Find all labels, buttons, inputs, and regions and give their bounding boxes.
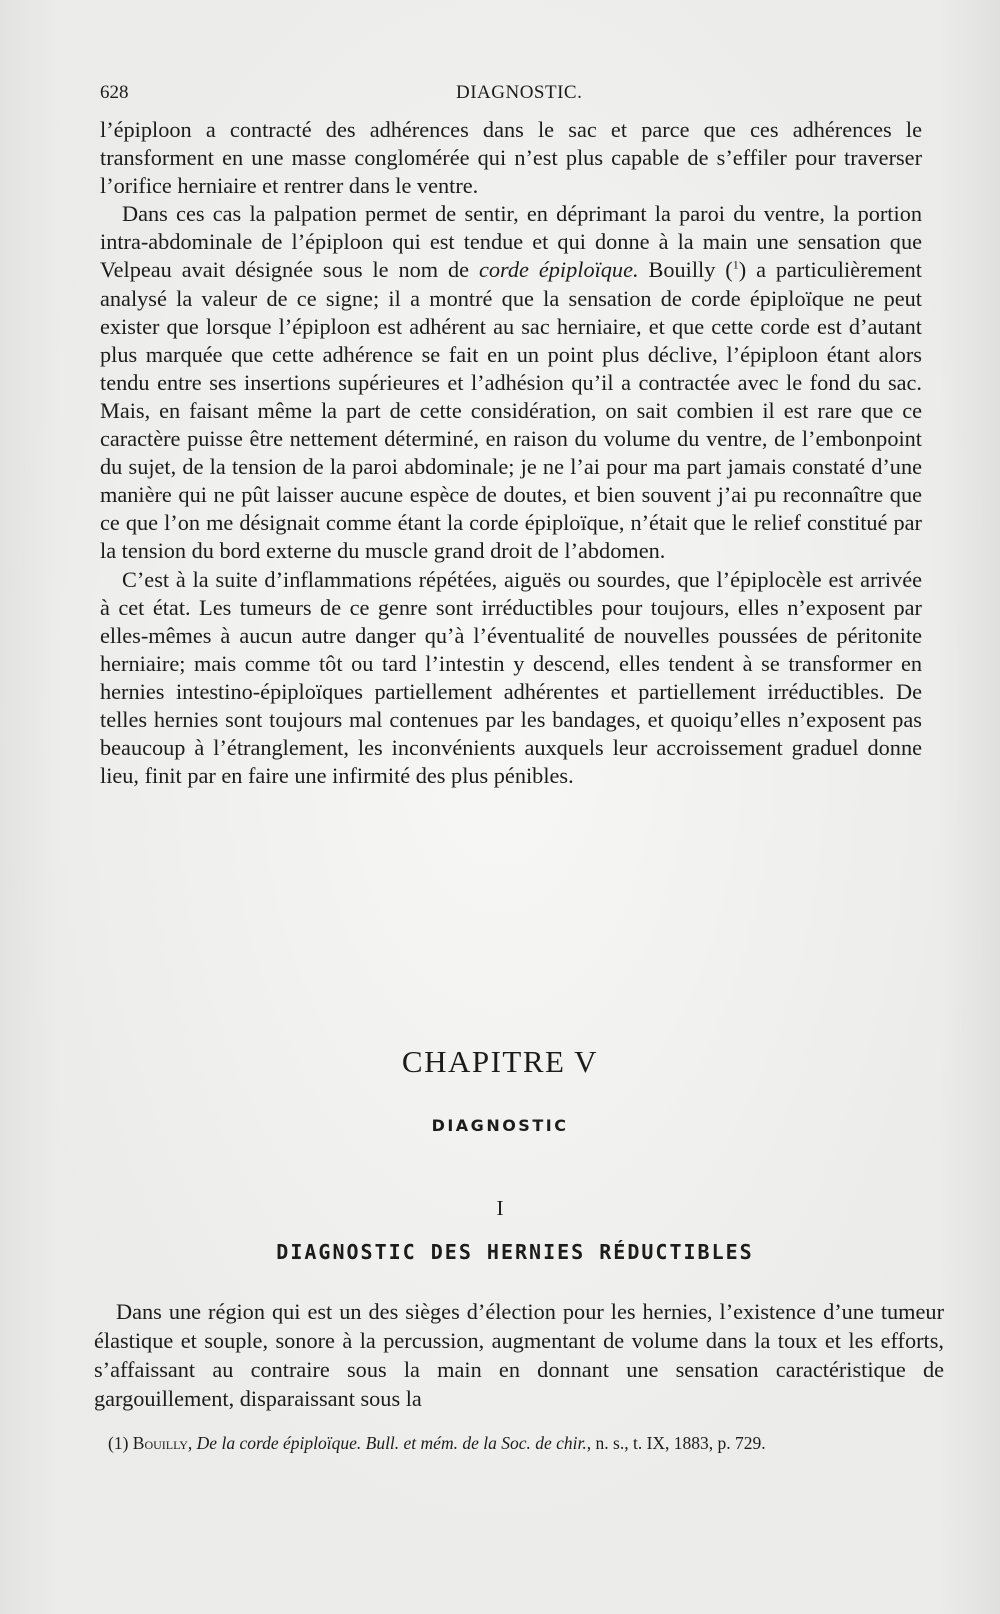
paragraph-2-part-c: ) a particulièrement analysé la valeur de ce signe; il a montré que la sensation de corde épiploïque ne peut exister que lorsque l’épiploon est adhérent au sac herniaire, et que cette corde est d’autant plus marquée que cette adhérence se fait en un point plus déclive, l’épiploon étant alors tendu entre ses insertions supérieures et l’adhésion qu’il a contractée avec le fond du sac. Mais, en faisant même la part de cette considération, on sait combien il est rare que ce caractère puisse être nettement déterminé, en raison du volume du ventre, de l’embonpoint du sujet, de la tension de la paroi abdominale; je ne l’ai pour ma part jamais constaté d’une manière qui ne pût laisser aucune espèce de doutes, et bien souvent j’ai pu reconnaître que ce que l’on me désignait comme étant la corde épiploïque, n’était que le relief constitué par la tension du bord externe du muscle grand droit de l’abdomen. [100,257,922,564]
body-text-section [94,1297,944,1413]
paragraph-2 [100,200,922,565]
section-number: I [496,1196,504,1220]
footnote-marker: (1) [108,1433,129,1453]
running-title: DIAGNOSTIC. [456,82,583,103]
paragraph-1: l’épiploon a contracté des adhérences dans le sac et parce que ces adhérences le transforment en une masse conglomérée qui n’est plus capable de s’effiler pour traverser l’orifice herniaire et rentrer dans le ventre. [100,117,922,199]
body-text [100,116,922,790]
chapter-title: CHAPITRE V [401,1044,599,1079]
paragraph-3: C’est à la suite d’inflammations répétées, aiguës ou sourdes, que l’épiplocèle est arrivée à cet état. Les tumeurs de ce genre sont irréductibles pour toujours, elles n’exposent par elles-mêmes à aucun autre danger qu’à l’éventualité de nouvelles poussées de péritonite herniaire; mais comme tôt ou tard l’intestin y descend, elles tendent à se transformer en hernies intestino-épiploïques partiellement adhérentes et partiellement irréductibles. De telles hernies sont toujours mal contenues par les bandages, et quoiqu’elles n’exposent pas beaucoup à l’étranglement, les inconvénients auxquels leur accroissement graduel donne lieu, finit par en faire une infirmité des plus pénibles. [100,566,922,789]
page-number: 628 [100,82,129,103]
footnote-reference: 1 [732,258,739,273]
section-title: DIAGNOSTIC DES HERNIES RÉDUCTIBLES [276,1240,754,1264]
footnote-rest: , n. s., t. IX, 1883, p. 729. [586,1433,766,1453]
footnote [108,1433,948,1454]
chapter-subtitle: DIAGNOSTIC [431,1116,569,1135]
page-header [100,82,900,110]
footnote-title: De la corde épiploïque. Bull. et mém. de la Soc. de chir. [196,1433,587,1453]
paragraph-2-part-b: Bouilly ( [638,257,733,283]
paragraph-2-italic: corde épiploïque. [479,257,639,283]
footnote-author: Bouilly, [132,1433,193,1453]
section-paragraph-1: Dans une région qui est un des sièges d’élection pour les hernies, l’existence d’une tumeur élastique et souple, sonore à la percussion, augmentant de volume dans la toux et les efforts, s’affaissant au contraire sous la main en donnant une sensation caractéristique de gargouillement, disparaissant sous la [94,1299,944,1411]
paragraph-2-part-a: Dans ces cas la palpation permet de sentir, en déprimant la paroi du ventre, la portion intra-abdominale de l’épiploon qui est tendue et qui donne à la main une sensation que Velpeau avait désignée sous le nom de [100,201,922,283]
